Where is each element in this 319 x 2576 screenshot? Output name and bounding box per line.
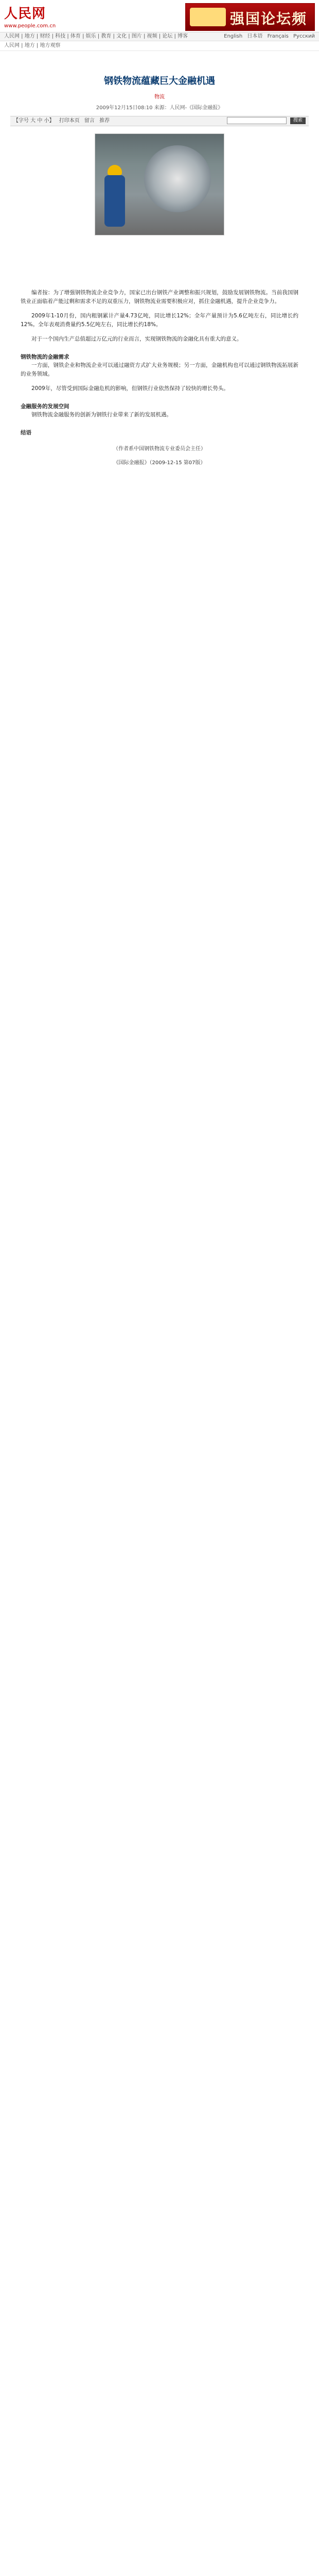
section-subtitle: 金融服务的发展空间 xyxy=(21,403,69,410)
site-logo[interactable] xyxy=(4,3,97,29)
logo-url: www.people.com.cn xyxy=(4,23,56,29)
logo-text: 人民网 xyxy=(4,6,46,22)
language-links xyxy=(221,32,315,41)
article-meta: 2009年12月15日08:10 来源：人民网-《国际金融报》 xyxy=(96,105,223,111)
steel-coil-shape xyxy=(144,145,211,212)
article-photo xyxy=(95,133,224,235)
lang-english[interactable]: English xyxy=(224,33,243,39)
channel-bar xyxy=(0,32,319,41)
site-header xyxy=(0,0,319,32)
banner-icon xyxy=(190,8,226,26)
section-subtitle: 钢铁物流的金融需求 xyxy=(21,353,69,360)
article-toolbar xyxy=(10,116,309,126)
lang-french[interactable]: Français xyxy=(267,33,289,39)
lang-japanese[interactable]: 日本语 xyxy=(247,33,263,39)
paragraph: 一方面，钢铁企业和物流企业可以通过融资方式扩大业务规模；另一方面，金融机构也可以通过钢铁物流拓展新的业务领域。 xyxy=(21,362,298,377)
article-tag[interactable]: 物流 xyxy=(154,94,165,100)
article-body xyxy=(21,289,298,467)
toolbar-search xyxy=(227,116,306,126)
article-title: 钢铁物流蕴藏巨大金融机遇 xyxy=(104,76,215,87)
search-input[interactable] xyxy=(227,117,287,124)
section-subtitle: 结语 xyxy=(21,429,31,436)
paragraph: 钢铁物流金融服务的创新为钢铁行业带来了新的发展机遇。 xyxy=(31,412,172,418)
article-source: （作者系中国钢铁物流专业委员会主任） xyxy=(113,446,206,452)
search-button[interactable]: 搜索 xyxy=(290,117,306,124)
paragraph: 对于一个国内生产总值超过万亿元的行业而言，实现钢铁物流的金融化具有重大的意义。 xyxy=(31,336,242,342)
breadcrumb[interactable]: 人民网 | 地方 | 地方观察 xyxy=(0,41,319,51)
paragraph: 2009年1-10月份，国内粗钢累计产量4.73亿吨，同比增长12%；全年产量预计为5.6亿吨左右，同比增长约12%。全年表观消费量约5.5亿吨左右，同比增长约18%。 xyxy=(21,313,298,328)
font-size-control[interactable]: 【字号 大 中 小】 xyxy=(13,118,55,124)
banner-text: 强国论坛频 xyxy=(229,10,307,27)
editor-note: 编者按：为了增强钢铁物流企业竞争力，国家已出台钢铁产业调整和振兴规划，鼓励发展钢铁物流。当前我国钢铁业正面临着产能过剩和需求不足的双重压力，钢铁物流业需要积极应对，抓住金融机遇，提升企业竞争力。 xyxy=(21,290,298,304)
article-author: 《国际金融报》（2009-12-15 第07版） xyxy=(113,460,206,466)
forum-banner[interactable] xyxy=(185,3,315,31)
channel-links[interactable]: 人民网 | 地方 | 财经 | 科技 | 体育 | 娱乐 | 教育 | 文化 | 图片 | 视频 | 论坛 | 博客 xyxy=(4,33,188,39)
worker-helmet-shape xyxy=(108,165,122,175)
print-link[interactable]: 打印本页 xyxy=(59,118,80,124)
recommend-link[interactable]: 推荐 xyxy=(99,118,110,124)
toolbar-left xyxy=(13,116,113,126)
lang-russian[interactable]: Русский xyxy=(293,33,315,39)
worker-shape xyxy=(104,175,125,227)
paragraph: 2009年，尽管受到国际金融危机的影响，但钢铁行业依然保持了较快的增长势头。 xyxy=(31,385,229,392)
comment-link[interactable]: 留言 xyxy=(84,118,95,124)
